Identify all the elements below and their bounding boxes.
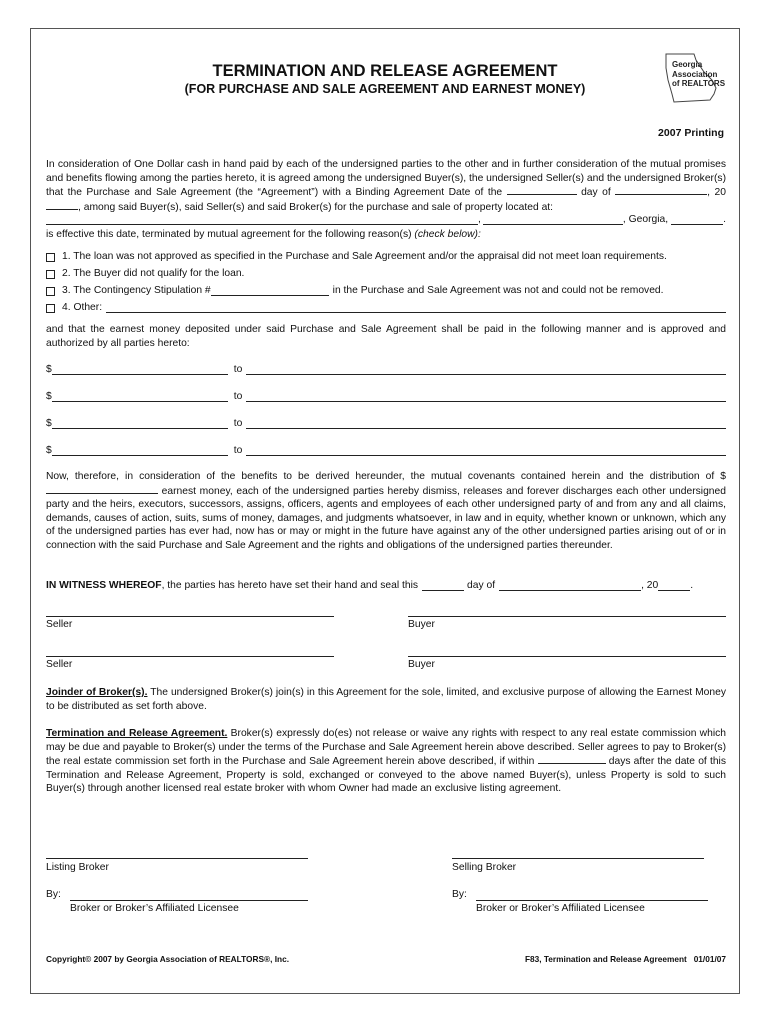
amount-field[interactable]: [52, 446, 228, 456]
period: .: [723, 214, 726, 225]
distribution-row: [46, 445, 726, 456]
witness-bold: IN WITNESS WHEREOF: [46, 580, 162, 591]
listing-broker-label: Listing Broker: [46, 862, 109, 873]
buyer-signature-line-1[interactable]: [408, 616, 726, 617]
buyer-signature-line-2[interactable]: [408, 656, 726, 657]
termination-paragraph: [46, 727, 726, 796]
reason-2: [46, 268, 726, 279]
witness-day-field[interactable]: [422, 581, 464, 591]
intro-paragraph: [46, 158, 726, 214]
form-number: F83, Termination and Release Agreement 01/01/07: [524, 954, 726, 964]
witness-year-label: , 20: [641, 580, 659, 591]
selling-broker-line[interactable]: [452, 858, 704, 859]
zip-field[interactable]: [671, 215, 723, 225]
joinder-paragraph: [46, 686, 726, 713]
seller-signature-line-2[interactable]: [46, 656, 334, 657]
reason-4: [46, 302, 726, 313]
termination-text-1: Broker(s) expressly do(es) not release or waive any rights with respect to any real estate commission which may be due and payable to Broker(s) under the terms of the Purchase and Sale Agreement herein above described. Seller agrees to pay to Broker(s) the real estate commission set forth in the Purchase and Sale Agreement herein above described, if within: [46, 728, 726, 768]
reason-3-label: 3. The Contingency Stipulation #: [62, 285, 211, 296]
to-label: to: [233, 391, 243, 402]
days-field[interactable]: [538, 754, 606, 764]
reason-2-checkbox[interactable]: [46, 270, 55, 279]
other-reason-field[interactable]: [106, 303, 726, 313]
to-label: to: [233, 364, 243, 375]
reason-1-checkbox[interactable]: [46, 253, 55, 262]
logo-line-3: of REALTORS: [672, 79, 726, 88]
earnest-paragraph: and that the earnest money deposited under said Purchase and Sale Agreement shall be paid in the following manner and is approved and authorized by all parties hereto:: [46, 324, 726, 349]
printing-year: 2007 Printing: [658, 127, 724, 139]
joinder-text: The undersigned Broker(s) join(s) in this Agreement for the sole, limited, and exclusive purpose of allowing the Earnest Money to be distributed as set forth above.: [46, 687, 726, 712]
reason-3-suffix: in the Purchase and Sale Agreement was not and could not be removed.: [332, 285, 664, 296]
listing-broker-line[interactable]: [46, 858, 308, 859]
selling-by-label: By:: [452, 889, 467, 900]
release-text-1: Now, therefore, in consideration of the benefits to be derived hereunder, the mutual covenants contained herein and the distribution of $: [46, 471, 726, 482]
selling-licensee-label: Broker or Broker’s Affiliated Licensee: [476, 903, 645, 914]
city-field[interactable]: [483, 215, 623, 225]
reason-4-checkbox[interactable]: [46, 304, 55, 313]
listing-by-label: By:: [46, 889, 61, 900]
buyer-label-1: Buyer: [408, 619, 435, 630]
seller-label-2: Seller: [46, 659, 73, 670]
listing-licensee-line[interactable]: [70, 900, 308, 901]
recipient-field[interactable]: [246, 392, 726, 402]
witness-row: [46, 580, 726, 591]
amount-field[interactable]: [52, 392, 228, 402]
release-text-2: earnest money, each of the undersigned parties hereby dismiss, releases and forever discharges each other undersigned party and the heirs, executors, successors, assigns, officers, agents and employees of each other undersigned party of and from any and all claims, demands, causes of action, suits, sums of money, damages, and judgments whatsoever, in law and in equity, whether known or unknown, which any of the undersigned parties has ever had, now has or may or might in the future have against any of the other undersigned parties arising out of or in connection with the said Purchase and Sale Agreement and the rights and obligations of the undersigned parties thereunder.: [46, 485, 726, 551]
reason-2-label: 2. The Buyer did not qualify for the loan.: [62, 268, 245, 279]
property-address-row: [46, 214, 726, 225]
dollar-sign: $: [46, 445, 52, 456]
intro-text-1: In consideration of One Dollar cash in hand paid by each of the undersigned parties to the other and in further consideration of the mutual promises and benefits flowing among the parties hereto, it is agreed among the undersigned Buyer(s), the undersigned Seller(s) and the undersigned Broker(s) that the Purchase and Sale Agreement (the “Agreement”) with a Binding Agreement Date of the: [46, 159, 726, 199]
day-label: day: [581, 187, 598, 199]
recipient-field[interactable]: [246, 446, 726, 456]
dollar-sign: $: [46, 418, 52, 429]
selling-licensee-line[interactable]: [476, 900, 708, 901]
logo-line-2: Association: [672, 69, 718, 79]
recipient-field[interactable]: [246, 365, 726, 375]
listing-licensee-label: Broker or Broker’s Affiliated Licensee: [70, 903, 239, 914]
comma: ,: [478, 214, 481, 225]
earnest-amount-field[interactable]: [46, 484, 158, 494]
reason-3-checkbox[interactable]: [46, 287, 55, 296]
year-prefix: , 20: [707, 187, 726, 199]
distribution-row: [46, 391, 726, 402]
georgia-label: , Georgia,: [622, 214, 669, 225]
copyright: Copyright© 2007 by Georgia Association of REALTORS®, Inc.: [46, 954, 290, 964]
reason-1: [46, 251, 726, 262]
distribution-row: [46, 364, 726, 375]
gar-logo: [660, 50, 726, 106]
termination-text-2: days after the date of this Termination and Release Agreement, Property is sold, exchanged or conveyed to the above named Buyer(s), unless Property is sold to such Buyer(s) through another licensed real estate broker with whom Owner had made an exclusive listing agreement.: [46, 756, 726, 795]
termination-heading: Termination and Release Agreement.: [46, 728, 228, 739]
witness-year-field[interactable]: [658, 581, 690, 591]
day-field[interactable]: [507, 185, 577, 195]
reasons-intro: [46, 228, 726, 242]
witness-period: .: [690, 580, 694, 591]
intro-text-2: , among said Buyer(s), said Seller(s) and said Broker(s) for the purchase and sale of property located at:: [78, 201, 554, 213]
witness-month-field[interactable]: [499, 581, 641, 591]
logo-line-1: Georgia: [672, 60, 703, 69]
dollar-sign: $: [46, 364, 52, 375]
stipulation-number-field[interactable]: [211, 286, 329, 296]
selling-broker-label: Selling Broker: [452, 862, 517, 873]
witness-text: , the parties has hereto have set their hand and seal this: [161, 580, 419, 591]
seller-label-1: Seller: [46, 619, 73, 630]
of-label: of: [602, 187, 611, 199]
to-label: to: [233, 445, 243, 456]
to-label: to: [233, 418, 243, 429]
dollar-sign: $: [46, 391, 52, 402]
buyer-label-2: Buyer: [408, 659, 435, 670]
document-title: TERMINATION AND RELEASE AGREEMENT: [212, 62, 558, 80]
distribution-row: [46, 418, 726, 429]
reason-4-label: 4. Other:: [62, 302, 103, 313]
check-below-label: (check below):: [414, 229, 481, 240]
reason-1-label: 1. The loan was not approved as specified in the Purchase and Sale Agreement and/or the appraisal did not meet loan requirements.: [62, 251, 667, 262]
reason-3: [46, 285, 726, 296]
address-field[interactable]: [46, 215, 478, 225]
month-field[interactable]: [615, 185, 707, 195]
day-of-label: day of: [467, 580, 496, 591]
recipient-field[interactable]: [246, 419, 726, 429]
reasons-intro-text: is effective this date, terminated by mutual agreement for the following reason(s): [46, 229, 412, 240]
document-subtitle: (FOR PURCHASE AND SALE AGREEMENT AND EARNEST MONEY): [184, 82, 586, 96]
release-paragraph: [46, 470, 726, 553]
joinder-heading: Joinder of Broker(s).: [46, 687, 148, 698]
amount-field[interactable]: [52, 419, 228, 429]
amount-field[interactable]: [52, 365, 228, 375]
seller-signature-line-1[interactable]: [46, 616, 334, 617]
year-field[interactable]: [46, 200, 78, 210]
